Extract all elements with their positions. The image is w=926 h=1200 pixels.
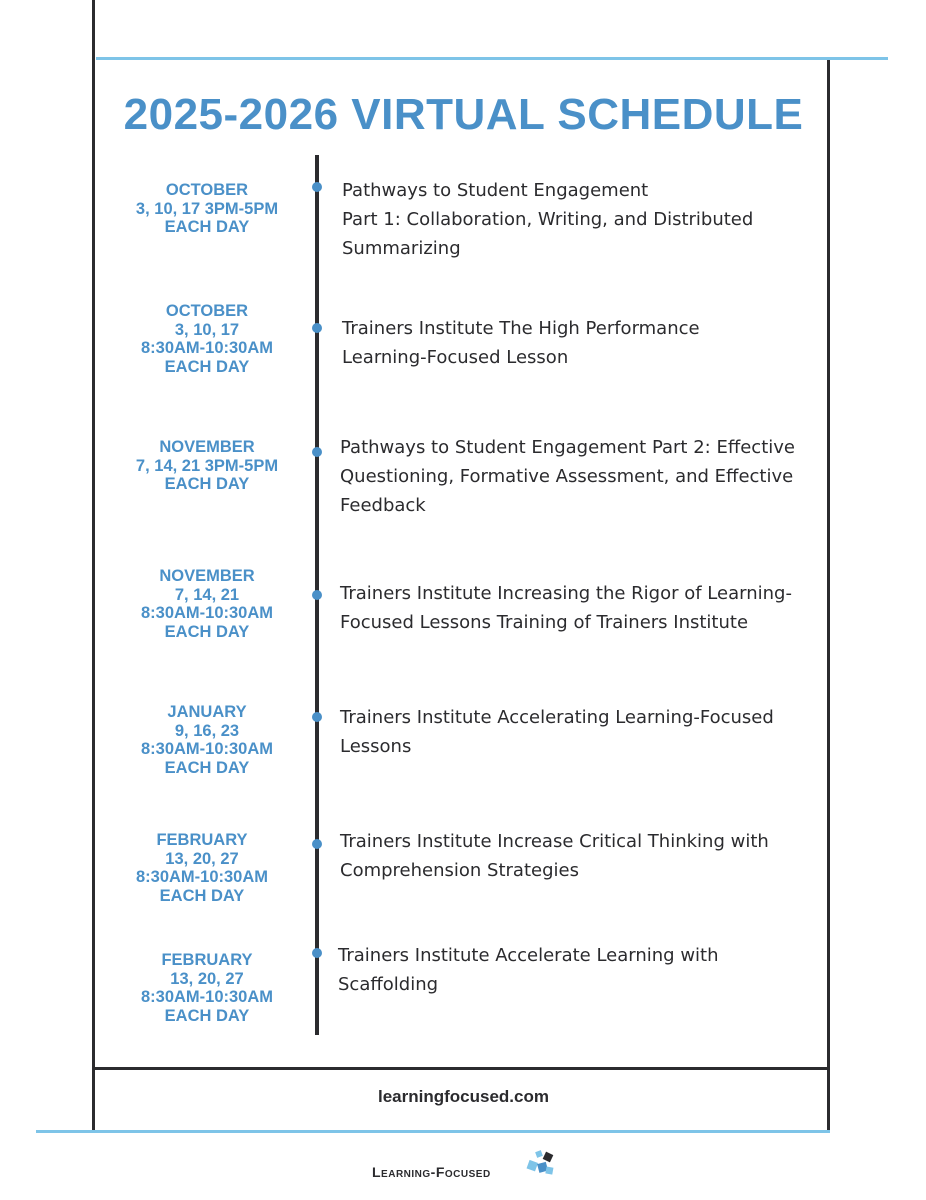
learning-focused-logo [372, 1150, 572, 1190]
frame-top-line [96, 57, 888, 60]
timeline-dot [312, 590, 322, 600]
session-description: Trainers Institute Increase Critical Thinking with Comprehension Strategies [340, 831, 769, 881]
timeline-dot [312, 323, 322, 333]
timeline-dot [312, 712, 322, 722]
session-description: Pathways to Student Engagement Part 2: Effective Questioning, Formative Assessment, and Effective Feedback [340, 437, 795, 516]
timeline-dot [312, 839, 322, 849]
timeline-dot [312, 948, 322, 958]
session-date: NOVEMBER 7, 14, 21 8:30AM-10:30AM EACH DAY [140, 567, 274, 641]
timeline-dot [312, 447, 322, 457]
page-title: 2025-2026 VIRTUAL SCHEDULE [123, 90, 804, 139]
frame-right-line [827, 60, 830, 1130]
session-description: Trainers Institute Accelerating Learning-Focused Lessons [340, 707, 774, 757]
session-date: JANUARY 9, 16, 23 8:30AM-10:30AM EACH DAY [140, 703, 274, 777]
session-description: Trainers Institute Accelerate Learning with Scaffolding [338, 945, 719, 995]
session-date: FEBRUARY 13, 20, 27 8:30AM-10:30AM EACH DAY [140, 951, 274, 1025]
session-description: Pathways to Student Engagement Part 1: Collaboration, Writing, and Distributed Summarizing [342, 180, 754, 259]
website-link[interactable]: learningfocused.com [378, 1087, 549, 1106]
session-date: OCTOBER 3, 10, 17 8:30AM-10:30AM EACH DAY [140, 302, 274, 376]
frame-left-line [92, 0, 95, 1133]
logo-text: Learning-Focused [372, 1164, 491, 1180]
timeline-dot [312, 182, 322, 192]
session-date: FEBRUARY 13, 20, 27 8:30AM-10:30AM EACH DAY [135, 831, 269, 905]
frame-bottom-line [36, 1130, 830, 1133]
session-description: Trainers Institute The High Performance Learning-Focused Lesson [342, 318, 700, 368]
session-date: OCTOBER 3, 10, 17 3PM-5PM EACH DAY [135, 181, 279, 236]
session-description: Trainers Institute Increasing the Rigor of Learning- Focused Lessons Training of Trainers Institute [340, 583, 792, 633]
footer-divider [92, 1067, 830, 1070]
session-date: NOVEMBER 7, 14, 21 3PM-5PM EACH DAY [135, 438, 279, 493]
puzzle-pieces-icon [524, 1147, 558, 1181]
